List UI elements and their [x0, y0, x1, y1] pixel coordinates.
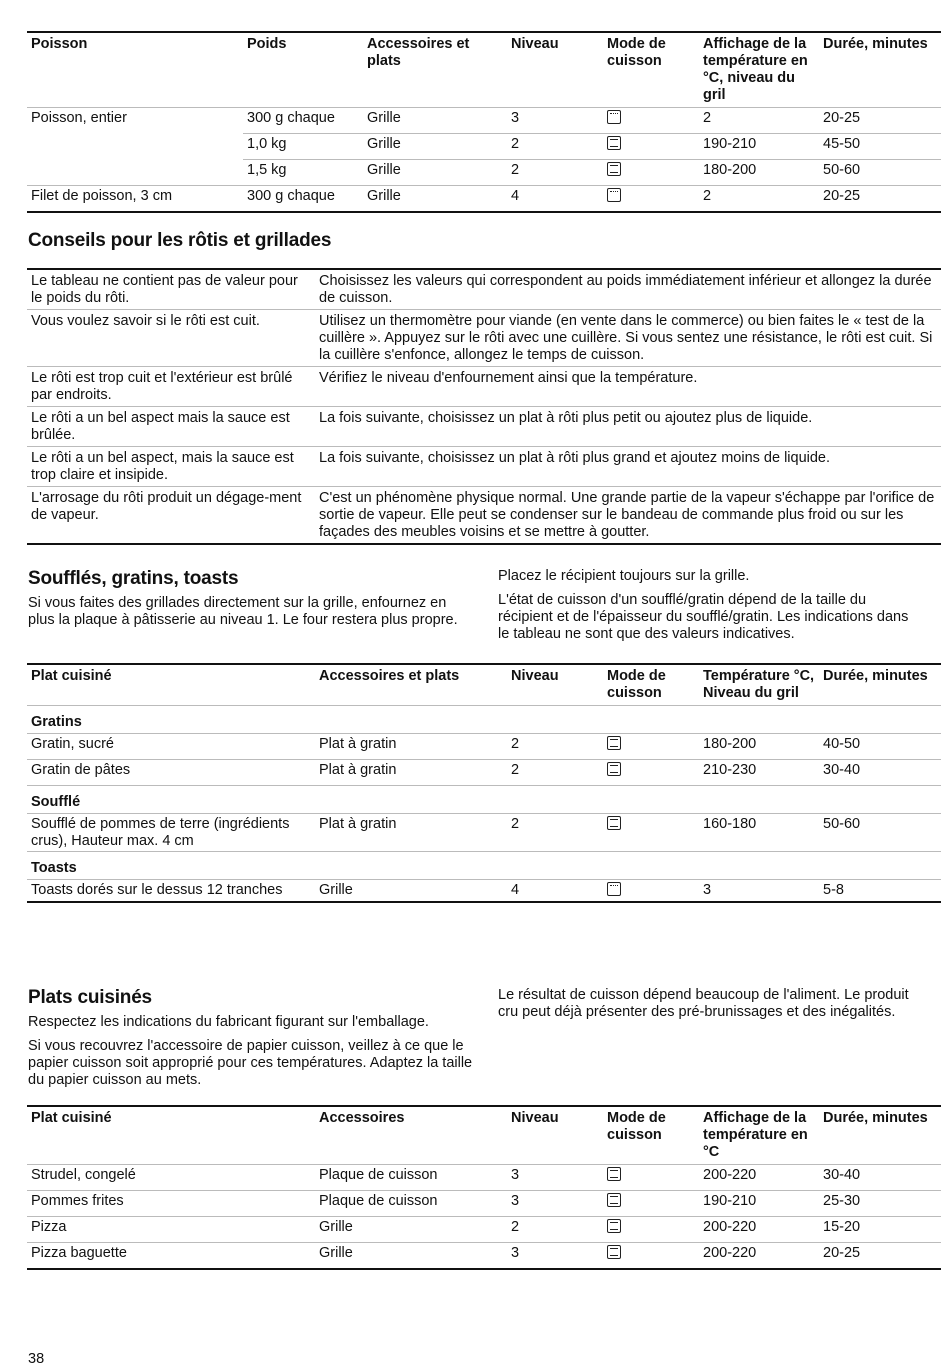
- dish-cell: Gratin, sucré: [27, 734, 315, 760]
- table-row: [27, 160, 941, 186]
- duration-cell: 20-25: [819, 186, 941, 212]
- dish-cell: Strudel, congelé: [31, 1167, 136, 1183]
- level-cell: 2: [507, 814, 603, 852]
- table-row: [27, 367, 941, 407]
- accessory-cell: Grille: [315, 1217, 507, 1243]
- dish-cell: Filet de poisson, 3 cm: [27, 186, 243, 212]
- grill-icon: [607, 110, 621, 124]
- level-cell: 3: [511, 110, 520, 126]
- solution-cell: La fois suivante, choisissez un plat à rôti plus petit ou ajoutez plus de liquide.: [315, 407, 941, 447]
- accessory-cell: Grille: [315, 1243, 507, 1269]
- table-row: [27, 734, 941, 760]
- intro-paragraph: Le résultat de cuisson dépend beaucoup de l'aliment. Le produit cru peut déjà présenter des pré-brunissages et des inégalités.: [498, 987, 909, 1020]
- duration-cell: 40-50: [819, 734, 941, 760]
- level-cell: 3: [507, 1243, 603, 1269]
- section-title: Conseils pour les rôtis et grillades: [28, 230, 332, 251]
- problem-cell: Le rôti a un bel aspect, mais la sauce est trop claire et insipide.: [27, 447, 315, 487]
- section-title: Plats cuisinés: [28, 987, 152, 1008]
- duration-cell: 25-30: [819, 1191, 941, 1217]
- temp-cell: 180-200: [699, 734, 819, 760]
- dish-cell: Soufflé de pommes de terre (ingrédients crus), Hauteur max. 4 cm: [27, 814, 315, 852]
- table-row: [27, 108, 941, 134]
- col-header: Accessoires: [315, 1106, 507, 1165]
- solution-cell: C'est un phénomène physique normal. Une grande partie de la vapeur s'échappe par l'orifice de sortie de vapeur. Elle peut se condenser sur le bandeau de commande plus froid ou sur les façades des meubles voisins et se mettre à goutter.: [315, 487, 941, 545]
- accessory-cell: Grille: [367, 110, 401, 126]
- level-cell: 3: [511, 1167, 520, 1183]
- problem-cell: Le rôti a un bel aspect mais la sauce est brûlée.: [27, 407, 315, 447]
- level-cell: 2: [507, 1217, 603, 1243]
- table-row: [27, 1191, 941, 1217]
- weight-cell: 300 g chaque: [243, 186, 363, 212]
- col-header: Niveau: [507, 664, 603, 706]
- table-row: [27, 310, 941, 367]
- dish-cell: [27, 134, 243, 160]
- problem-cell: Le tableau ne contient pas de valeur pour le poids du rôti.: [27, 269, 315, 310]
- dish-cell: Toasts dorés sur le dessus 12 tranches: [27, 880, 315, 903]
- temp-cell: 190-210: [699, 134, 819, 160]
- level-cell: 2: [507, 734, 603, 760]
- level-cell: 3: [507, 1191, 603, 1217]
- solution-cell: Vérifiez le niveau d'enfournement ainsi que la température.: [315, 367, 941, 407]
- accessory-cell: Grille: [315, 880, 507, 903]
- col-header: Niveau: [507, 32, 603, 108]
- col-header: Poids: [243, 32, 363, 108]
- weight-cell: 1,5 kg: [243, 160, 363, 186]
- accessory-cell: Plat à gratin: [315, 814, 507, 852]
- dish-cell: Gratin de pâtes: [27, 760, 315, 786]
- accessory-cell: Plaque de cuisson: [319, 1167, 438, 1183]
- col-header: Plat cuisiné: [27, 1106, 315, 1165]
- problem-cell: Vous voulez savoir si le rôti est cuit.: [27, 310, 315, 367]
- level-cell: 2: [507, 160, 603, 186]
- table-row: [27, 134, 941, 160]
- top-bottom-heat-icon: [607, 136, 621, 150]
- problem-cell: Le rôti est trop cuit et l'extérieur est brûlé par endroits.: [27, 367, 315, 407]
- duration-cell: 30-40: [823, 1167, 861, 1183]
- table-row: [27, 760, 941, 786]
- temp-cell: 3: [699, 880, 819, 903]
- group-row: [27, 852, 941, 880]
- grill-icon: [607, 188, 621, 202]
- intro-paragraph: Respectez les indications du fabricant figurant sur l'emballage.: [28, 1014, 429, 1030]
- duration-cell: 50-60: [819, 160, 941, 186]
- page-number: 38: [28, 1351, 45, 1367]
- top-bottom-heat-icon: [607, 1219, 621, 1233]
- duration-cell: 20-25: [823, 110, 861, 126]
- col-header: Accessoires et plats: [363, 32, 507, 108]
- temp-cell: 2: [703, 110, 712, 126]
- table-row: [27, 1243, 941, 1269]
- level-cell: 2: [507, 134, 603, 160]
- col-header: Accessoires et plats: [315, 664, 507, 706]
- accessory-cell: Grille: [363, 160, 507, 186]
- dish-cell: Poisson, entier: [31, 110, 127, 126]
- grill-icon: [607, 882, 621, 896]
- temp-cell: 200-220: [703, 1167, 757, 1183]
- top-bottom-heat-icon: [607, 1167, 621, 1181]
- dish-cell: Pizza: [27, 1217, 315, 1243]
- col-header: Poisson: [27, 32, 243, 108]
- duration-cell: 50-60: [819, 814, 941, 852]
- group-label: Toasts: [27, 852, 941, 880]
- dish-cell: [27, 160, 243, 186]
- problem-cell: L'arrosage du rôti produit un dégage-ment de vapeur.: [27, 487, 315, 545]
- solution-cell: Choisissez les valeurs qui correspondent au poids immédiatement inférieur et allongez la durée de cuisson.: [315, 269, 941, 310]
- top-bottom-heat-icon: [607, 762, 621, 776]
- duration-cell: 15-20: [819, 1217, 941, 1243]
- temp-cell: 210-230: [699, 760, 819, 786]
- col-header: Mode de cuisson: [603, 664, 699, 706]
- level-cell: 2: [507, 760, 603, 786]
- table-row: [27, 186, 941, 212]
- table-row: [27, 269, 941, 310]
- temp-cell: 180-200: [699, 160, 819, 186]
- col-header: Niveau: [507, 1106, 603, 1165]
- level-cell: 4: [507, 186, 603, 212]
- souffles-table: [27, 663, 941, 903]
- accessory-cell: Plat à gratin: [315, 760, 507, 786]
- col-header: Durée, minutes: [819, 1106, 941, 1165]
- col-header: Affichage de la température en °C, niveau du gril: [699, 32, 819, 108]
- col-header: Mode de cuisson: [603, 1106, 699, 1165]
- temp-cell: 190-210: [699, 1191, 819, 1217]
- duration-cell: 5-8: [819, 880, 941, 903]
- duration-cell: 20-25: [819, 1243, 941, 1269]
- level-cell: 4: [507, 880, 603, 903]
- top-bottom-heat-icon: [607, 162, 621, 176]
- col-header: Plat cuisiné: [27, 664, 315, 706]
- temp-cell: 200-220: [699, 1243, 819, 1269]
- table-row: [27, 1165, 941, 1191]
- dish-cell: Pizza baguette: [27, 1243, 315, 1269]
- accessory-cell: Grille: [363, 186, 507, 212]
- table-row: [27, 447, 941, 487]
- table-row: [27, 407, 941, 447]
- top-bottom-heat-icon: [607, 816, 621, 830]
- table-row: [27, 880, 941, 903]
- intro-paragraph: L'état de cuisson d'un soufflé/gratin dépend de la taille du récipient et de l'épaisseur du soufflé/gratin. Les indications dans le tableau ne sont que des valeurs indicatives.: [498, 592, 909, 642]
- section-title: Soufflés, gratins, toasts: [28, 568, 239, 589]
- col-header: Affichage de la température en °C: [699, 1106, 819, 1165]
- group-label: Soufflé: [27, 786, 941, 814]
- duration-cell: 30-40: [819, 760, 941, 786]
- solution-cell: Utilisez un thermomètre pour viande (en vente dans le commerce) ou bien faites le « test de la cuillère ». Appuyez sur le rôti avec une cuillère. Si vous sentez une résistance, le rôti est cuit. Si la cuillère s'enfonce, allongez le temps de cuisson.: [315, 310, 941, 367]
- plats-table: [27, 1105, 941, 1270]
- group-row: [27, 786, 941, 814]
- dish-cell: Pommes frites: [27, 1191, 315, 1217]
- col-header: Mode de cuisson: [603, 32, 699, 108]
- tips-table: [27, 268, 941, 545]
- table-row: [27, 814, 941, 852]
- weight-cell: 300 g chaque: [247, 110, 335, 126]
- fish-table: [27, 31, 941, 213]
- duration-cell: 45-50: [819, 134, 941, 160]
- top-bottom-heat-icon: [607, 1193, 621, 1207]
- col-header: Température °C, Niveau du gril: [699, 664, 819, 706]
- weight-cell: 1,0 kg: [243, 134, 363, 160]
- table-row: [27, 1217, 941, 1243]
- temp-cell: 2: [699, 186, 819, 212]
- accessory-cell: Plat à gratin: [315, 734, 507, 760]
- col-header: Durée, minutes: [819, 32, 941, 108]
- accessory-cell: Plaque de cuisson: [315, 1191, 507, 1217]
- group-row: [27, 706, 941, 734]
- accessory-cell: Grille: [363, 134, 507, 160]
- top-bottom-heat-icon: [607, 736, 621, 750]
- intro-paragraph: Si vous recouvrez l'accessoire de papier cuisson, veillez à ce que le papier cuisson soit approprié pour ces températures. Adaptez la taille du papier cuisson au mets.: [28, 1038, 473, 1088]
- top-bottom-heat-icon: [607, 1245, 621, 1259]
- group-label: Gratins: [31, 714, 82, 730]
- intro-paragraph: Placez le récipient toujours sur la grille.: [498, 568, 750, 584]
- temp-cell: 200-220: [699, 1217, 819, 1243]
- intro-paragraph: Si vous faites des grillades directement sur la grille, enfournez en plus la plaque à pâtisserie au niveau 1. Le four restera plus propre.: [28, 595, 458, 628]
- temp-cell: 160-180: [699, 814, 819, 852]
- table-row: [27, 487, 941, 545]
- col-header: Durée, minutes: [819, 664, 941, 706]
- solution-cell: La fois suivante, choisissez un plat à rôti plus grand et ajoutez moins de liquide.: [315, 447, 941, 487]
